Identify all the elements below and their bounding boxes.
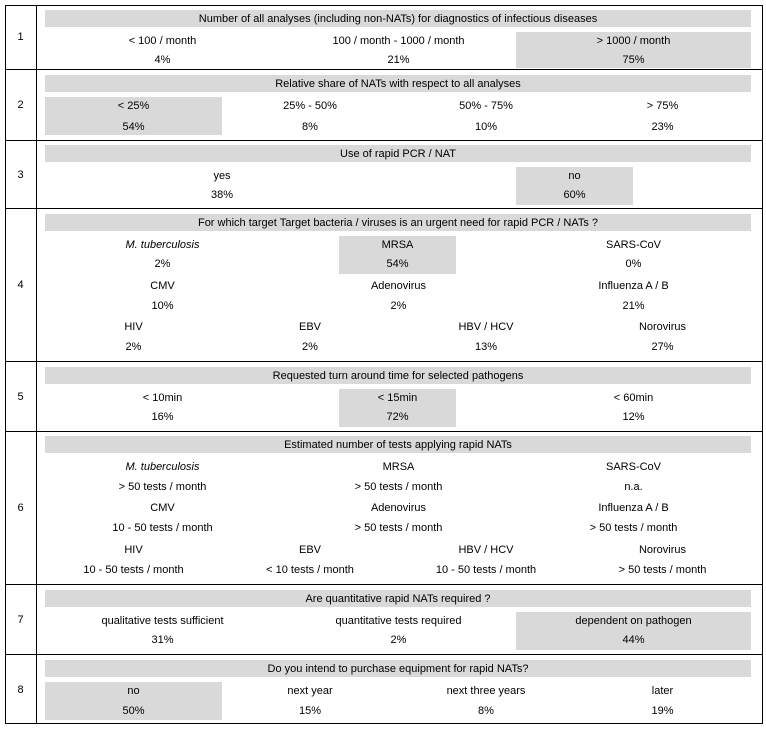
option-label: > 75% <box>646 100 679 112</box>
section-number: 5 <box>5 362 37 431</box>
section-7 <box>5 584 763 654</box>
option-label: quantitative tests required <box>335 615 462 627</box>
option-label: HIV <box>124 321 143 333</box>
option-value: 4% <box>154 54 171 66</box>
option-value: 13% <box>474 341 498 353</box>
option-label: Adenovirus <box>370 280 427 292</box>
option-label: next three years <box>446 685 526 697</box>
option-value: 2% <box>390 300 407 312</box>
option-label: CMV <box>150 502 175 514</box>
section-title: For which target Target bacteria / viruses is an urgent need for rapid PCR / NATs ? <box>45 214 751 231</box>
option-label: < 25% <box>117 100 150 112</box>
option-value: 8% <box>478 705 494 717</box>
option-value: > 50 tests / month <box>618 564 707 576</box>
option-value: 15% <box>298 705 322 717</box>
option-label: dependent on pathogen <box>575 615 692 627</box>
option-value: 21% <box>387 54 410 66</box>
section-number: 8 <box>5 655 37 724</box>
option-value: 10 - 50 tests / month <box>83 564 184 576</box>
section-title: Do you intend to purchase equipment for rapid NATs? <box>45 660 751 677</box>
option-value: 75% <box>622 54 645 66</box>
option-label: HBV / HCV <box>458 544 514 556</box>
option-label: no <box>127 685 140 697</box>
option-label: Influenza A / B <box>598 280 669 292</box>
section-4 <box>5 208 763 361</box>
section-number: 6 <box>5 432 37 584</box>
option-label: M. tuberculosis <box>125 239 200 251</box>
option-value: 2% <box>390 634 407 646</box>
section-number: 2 <box>5 70 37 140</box>
option-label: Adenovirus <box>370 502 427 514</box>
option-value: 16% <box>151 411 174 423</box>
option-label: MRSA <box>382 461 415 473</box>
option-label: EBV <box>298 544 321 556</box>
option-label: HBV / HCV <box>458 321 514 333</box>
option-value: 2% <box>302 341 318 353</box>
option-label: yes <box>213 170 231 182</box>
option-label: EBV <box>298 321 321 333</box>
option-value: 12% <box>622 411 645 423</box>
option-label: < 10min <box>142 392 183 404</box>
option-label: next year <box>287 685 333 697</box>
option-value: > 50 tests / month <box>354 481 443 493</box>
section-title: Number of all analyses (including non-NATs) for diagnostics of infectious diseases <box>45 10 751 27</box>
option-value: 0% <box>625 258 642 270</box>
section-number: 7 <box>5 585 37 654</box>
option-value: 54% <box>122 121 145 133</box>
option-label: CMV <box>150 280 175 292</box>
option-label: SARS-CoV <box>605 461 662 473</box>
option-label: later <box>651 685 674 697</box>
option-value: 60% <box>563 189 586 201</box>
option-label: no <box>568 170 581 182</box>
option-label: < 60min <box>613 392 654 404</box>
option-label: MRSA <box>381 239 414 251</box>
option-label: Norovirus <box>638 544 687 556</box>
option-label: Norovirus <box>638 321 687 333</box>
option-value: 23% <box>651 121 674 133</box>
option-label: Influenza A / B <box>598 502 669 514</box>
section-8 <box>5 654 763 724</box>
option-label: M. tuberculosis <box>125 461 200 473</box>
option-value: 10 - 50 tests / month <box>112 522 213 534</box>
section-1 <box>5 5 763 69</box>
option-value: 38% <box>210 189 234 201</box>
option-value: 10% <box>474 121 498 133</box>
option-value: 72% <box>386 411 409 423</box>
option-value: 27% <box>651 341 674 353</box>
option-value: 44% <box>622 634 645 646</box>
section-3 <box>5 140 763 208</box>
section-number: 4 <box>5 209 37 361</box>
option-value: 2% <box>125 341 142 353</box>
option-label: 25% - 50% <box>283 100 337 112</box>
survey-results-table <box>5 5 763 724</box>
section-title: Are quantitative rapid NATs required ? <box>45 590 751 607</box>
option-value: 10 - 50 tests / month <box>435 564 537 576</box>
option-value: < 10 tests / month <box>266 564 354 576</box>
option-label: < 100 / month <box>128 35 197 47</box>
section-title: Requested turn around time for selected pathogens <box>45 367 751 384</box>
section-2 <box>5 69 763 140</box>
option-value: > 50 tests / month <box>589 522 678 534</box>
section-title: Relative share of NATs with respect to all analyses <box>45 75 751 92</box>
option-value: 19% <box>651 705 674 717</box>
option-label: 50% - 75% <box>459 100 513 112</box>
option-label: < 15min <box>377 392 418 404</box>
option-value: n.a. <box>624 481 643 493</box>
option-value: 50% <box>122 705 145 717</box>
option-label: qualitative tests sufficient <box>101 615 224 627</box>
section-title: Estimated number of tests applying rapid NATs <box>45 436 751 453</box>
section-5 <box>5 361 763 431</box>
option-value: > 50 tests / month <box>118 481 207 493</box>
option-value: 54% <box>386 258 409 270</box>
section-number: 1 <box>5 5 37 69</box>
option-label: 100 / month - 1000 / month <box>332 35 465 47</box>
section-title: Use of rapid PCR / NAT <box>45 145 751 162</box>
option-value: > 50 tests / month <box>354 522 443 534</box>
option-label: > 1000 / month <box>596 35 671 47</box>
option-value: 10% <box>151 300 174 312</box>
option-value: 8% <box>302 121 318 133</box>
option-label: HIV <box>124 544 143 556</box>
section-6 <box>5 431 763 584</box>
option-value: 21% <box>622 300 645 312</box>
option-value: 2% <box>154 258 171 270</box>
option-label: SARS-CoV <box>605 239 662 251</box>
option-value: 31% <box>151 634 174 646</box>
section-number: 3 <box>5 141 37 208</box>
